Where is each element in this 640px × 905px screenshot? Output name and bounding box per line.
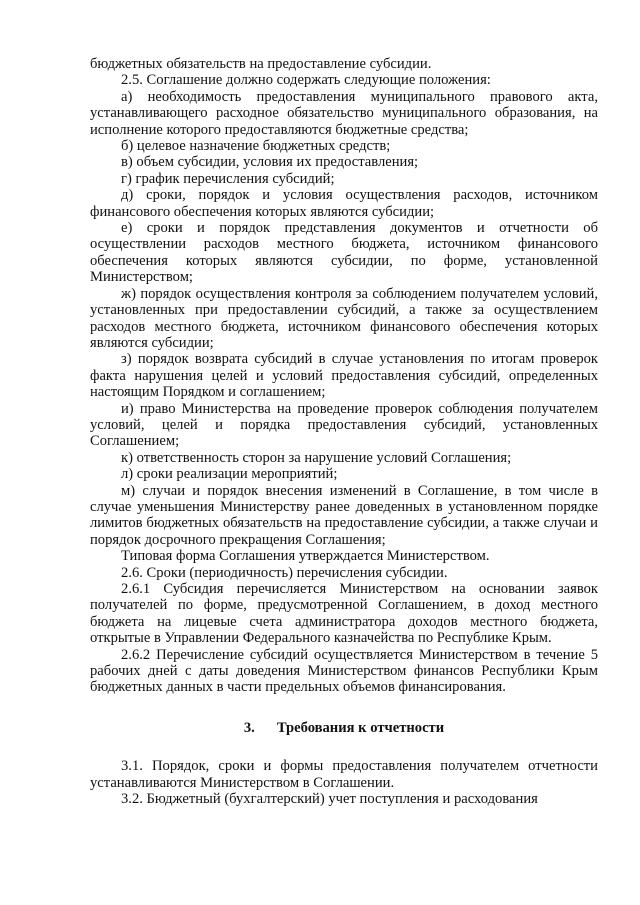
paragraph-2-6-2: 2.6.2 Перечисление субсидий осуществляется Министерством в течение 5 рабочих дней с даты доведения Министерством финансов Республики Крым бюджетных данных в части предельных объемов финансирования. [90,646,598,696]
list-item-v: в) объем субсидии, условия их предоставления; [121,154,419,171]
section-number: 3. [243,719,255,736]
section-heading [90,720,598,736]
paragraph-3-1: 3.1. Порядок, сроки и формы предоставления получателем отчетности устанавливаются Министерством в Соглашении. [90,758,598,791]
list-item-z: з) порядок возврата субсидий в случае установления по итогам проверок факта нарушения целей и условий предоставления субсидий, определенных настоящим Порядком и соглашением; [90,351,598,401]
paragraph-2-5: 2.5. Соглашение должно содержать следующие положения: [121,72,491,89]
paragraph-2-6: 2.6. Сроки (периодичность) перечисления субсидии. [121,564,448,581]
list-item-b: б) целевое назначение бюджетных средств; [121,138,391,155]
list-item-i: и) право Министерства на проведение проверок соблюдения получателем условий, целей и порядка предоставления субсидий, установленных Соглашением; [90,400,598,450]
list-item-d: д) сроки, порядок и условия осуществления расходов, источником финансового обеспечения которых являются субсидии; [90,187,598,220]
paragraph-continuation: бюджетных обязательств на предоставление субсидии. [90,56,432,72]
paragraph-3-2: 3.2. Бюджетный (бухгалтерский) учет поступления и расходования [121,791,538,808]
paragraph-typical-form: Типовая форма Соглашения утверждается Министерством. [121,548,490,565]
list-item-e: е) сроки и порядок представления документов и отчетности об осуществлении расходов местного бюджета, источником финансового обеспечения которых являются субсидии, по форме, установленной Министерством; [90,220,598,286]
list-item-l: л) сроки реализации мероприятий; [121,466,338,483]
list-item-zh: ж) порядок осуществления контроля за соблюдением получателем условий, установленных при предоставлении субсидий, а также за осуществлением расходов местного бюджета, источником финансового обеспечения которых являются субсидии; [90,285,598,351]
paragraph-2-6-1: 2.6.1 Субсидия перечисляется Министерством на основании заявок получателей по форме, предусмотренной Соглашением, в доход местного бюджета на лицевые счета администратора доходов местного бюджета, открытые в Управлении Федерального казначейства по Республике Крым. [90,581,598,647]
list-item-a: а) необходимость предоставления муниципального правового акта, устанавливающего расходное обязательство муниципального образования, на исполнение которого предоставляются бюджетные средства; [90,88,598,138]
list-item-g: г) график перечисления субсидий; [121,170,335,187]
section-title: Требования к отчетности [276,719,445,736]
list-item-k: к) ответственность сторон за нарушение условий Соглашения; [121,449,512,466]
list-item-m: м) случаи и порядок внесения изменений в Соглашение, в том числе в случае уменьшения Министерству ранее доведенных в установленном порядке лимитов бюджетных обязательств на предоставление субсидии, а также случаи и порядок досрочного прекращения Соглашения; [90,482,598,548]
